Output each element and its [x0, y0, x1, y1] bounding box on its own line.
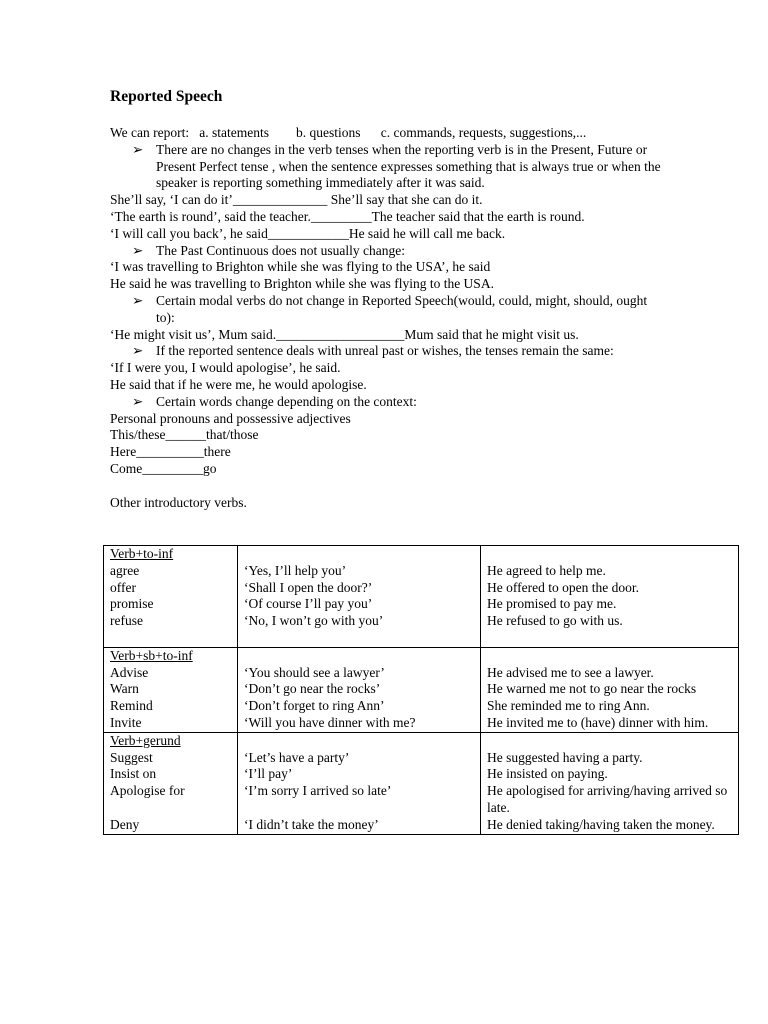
bullet-text: There are no changes in the verb tenses when the reporting verb is in the Present, Future or Present Perfect tense , when the sentence expresses something that is always true or when the speaker is reporting something immediately after it was said. — [156, 141, 661, 191]
quote-text: ‘I’m sorry I arrived so late’ — [244, 783, 392, 799]
intro-c: c. commands, requests, suggestions,... — [380, 125, 587, 140]
arrow-bullet-icon: ➢ — [132, 393, 144, 409]
arrow-bullet-icon: ➢ — [132, 292, 144, 308]
bullet-text: The Past Continuous does not usually change: — [156, 242, 405, 258]
arrow-bullet-icon: ➢ — [132, 242, 144, 258]
cell-spacer — [244, 546, 474, 563]
quote-cell — [238, 732, 481, 834]
reported-text: She reminded me to ring Ann. — [487, 698, 650, 714]
section-header: Verb+sb+to-inf — [110, 647, 193, 663]
example-line: ‘I was travelling to Brighton while she was flying to the USA’, he said — [110, 259, 491, 275]
quote-cell — [238, 647, 481, 732]
arrow-bullet-icon: ➢ — [132, 343, 144, 359]
reported-text: He apologised for arriving/having arrived so late. — [487, 783, 728, 815]
quote-text: ‘No, I won’t go with you’ — [244, 613, 384, 629]
reported-text: He insisted on paying. — [487, 766, 608, 782]
quote-text: ‘Shall I open the door?’ — [244, 579, 373, 595]
reported-text: He promised to pay me. — [487, 596, 617, 612]
reported-text: He warned me not to go near the rocks — [487, 681, 697, 697]
verb-text: promise — [110, 596, 154, 612]
reported-cell — [481, 732, 739, 834]
bullet-item — [110, 243, 666, 260]
intro-line — [110, 125, 740, 142]
section-header: Verb+to-inf — [110, 546, 174, 561]
example-line: ‘The earth is round’, said the teacher._________The teacher said that the earth is round. — [110, 208, 585, 224]
quote-text: ‘I’ll pay’ — [244, 766, 293, 782]
example-line: This/these______that/those — [110, 427, 259, 443]
quote-text: ‘Will you have dinner with me? — [244, 714, 416, 730]
example-line: ‘I will call you back’, he said____________He said he will call me back. — [110, 225, 506, 241]
reported-text: He advised me to see a lawyer. — [487, 664, 654, 680]
reported-text: He invited me to (have) dinner with him. — [487, 714, 709, 730]
verb-text: Suggest — [110, 749, 153, 765]
reported-text: He offered to open the door. — [487, 579, 639, 595]
table-row — [104, 647, 739, 732]
page-title: Reported Speech — [110, 88, 223, 105]
cell-spacer — [487, 733, 732, 750]
verb-text: Advise — [110, 664, 149, 680]
quote-text: ‘Let’s have a party’ — [244, 749, 350, 765]
reported-cell — [481, 546, 739, 648]
example-line: He said he was travelling to Brighton while she was flying to the USA. — [110, 276, 494, 292]
example-line: ‘He might visit us’, Mum said.___________________Mum said that he might visit us. — [110, 326, 579, 342]
example-line: Here__________there — [110, 444, 231, 460]
verb-cell — [104, 647, 238, 732]
example-line: Personal pronouns and possessive adjectives — [110, 410, 351, 426]
bullet-item — [110, 142, 666, 192]
quote-text: ‘Yes, I’ll help you’ — [244, 562, 347, 578]
verb-text: Remind — [110, 698, 153, 714]
cell-spacer — [244, 733, 474, 750]
arrow-bullet-icon: ➢ — [132, 141, 144, 157]
reported-cell — [481, 647, 739, 732]
example-line: He said that if he were me, he would apologise. — [110, 376, 367, 392]
verb-text: offer — [110, 579, 136, 595]
verb-cell — [104, 546, 238, 648]
cell-spacer — [487, 648, 732, 665]
reported-text: He denied taking/having taken the money. — [487, 816, 715, 832]
introductory-verbs-table — [103, 545, 739, 835]
verb-text: Deny — [110, 816, 140, 832]
table-body — [104, 546, 739, 835]
table-row — [104, 546, 739, 648]
verb-text: Apologise for — [110, 783, 185, 799]
verb-cell — [104, 732, 238, 834]
example-line: ‘If I were you, I would apologise’, he said. — [110, 360, 341, 376]
verb-text: agree — [110, 562, 140, 578]
quote-text: ‘You should see a lawyer’ — [244, 664, 385, 680]
bullet-text: Certain words change depending on the context: — [156, 393, 417, 409]
table-row — [104, 732, 739, 834]
quote-text: ‘I didn’t take the money’ — [244, 816, 379, 832]
cell-spacer — [244, 648, 474, 665]
bullet-text: Certain modal verbs do not change in Reported Speech(would, could, might, should, ought to): — [156, 292, 648, 325]
cell-spacer — [110, 800, 231, 817]
bullet-item — [110, 343, 666, 360]
quote-text: ‘Of course I’ll pay you’ — [244, 596, 373, 612]
bullet-item — [110, 394, 666, 411]
example-line: Come_________go — [110, 460, 217, 476]
bullet-item — [110, 293, 666, 327]
intro-prefix: We can report: — [110, 125, 190, 140]
quote-text: ‘Don’t go near the rocks’ — [244, 681, 381, 697]
intro-b: b. questions — [295, 125, 361, 140]
cell-spacer — [244, 800, 474, 817]
quote-text: ‘Don’t forget to ring Ann’ — [244, 698, 385, 714]
quote-cell — [238, 546, 481, 648]
verb-text: refuse — [110, 613, 143, 629]
cell-spacer — [110, 630, 231, 647]
intro-a: a. statements — [199, 125, 269, 140]
cell-spacer — [487, 546, 732, 563]
example-line: She’ll say, ‘I can do it’______________ She’ll say that she can do it. — [110, 192, 483, 208]
verb-text: Invite — [110, 714, 142, 730]
bullet-text: If the reported sentence deals with unreal past or wishes, the tenses remain the same: — [156, 343, 614, 359]
reported-text: He suggested having a party. — [487, 749, 643, 765]
blank-line — [110, 478, 740, 495]
verb-text: Insist on — [110, 766, 157, 782]
reported-text: He agreed to help me. — [487, 562, 606, 578]
section-header: Verb+gerund — [110, 732, 181, 748]
document-body — [110, 125, 740, 511]
verb-text: Warn — [110, 681, 139, 697]
other-verbs-label: Other introductory verbs. — [110, 494, 247, 510]
reported-text: He refused to go with us. — [487, 613, 623, 629]
